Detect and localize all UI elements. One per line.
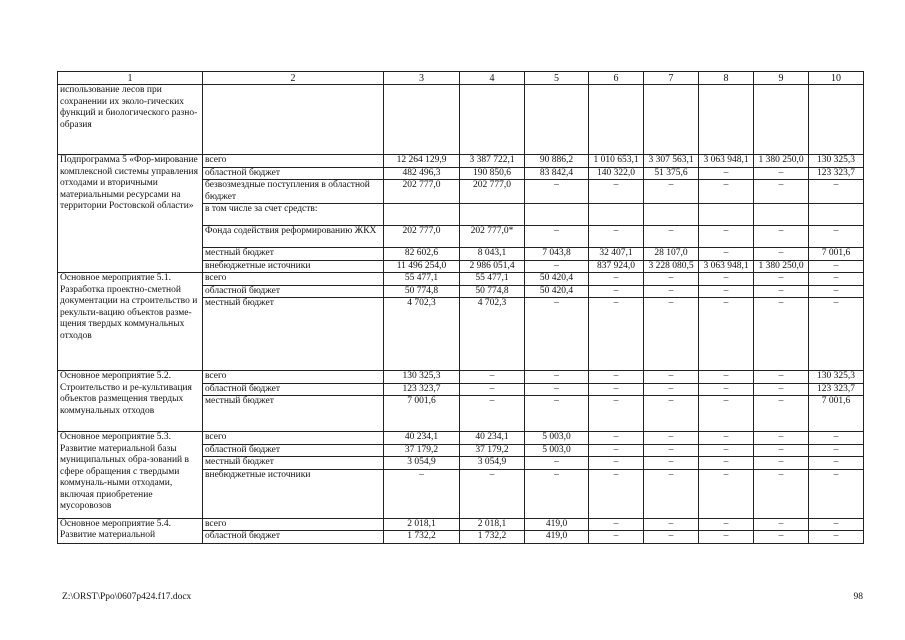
amount-cell: 123 323,7 xyxy=(809,167,864,180)
amount-cell: – xyxy=(699,444,754,457)
amount-cell: – xyxy=(525,226,589,248)
amount-cell: – xyxy=(754,273,809,286)
funding-source-cell: местный бюджет xyxy=(203,248,384,261)
col-header: 7 xyxy=(644,72,699,85)
amount-cell: 37 179,2 xyxy=(384,444,460,457)
program-name-cell: Подпрограмма 5 «Фор-мирование комплексной системы управления отходами и вторичными материальными ресурсами на территории Ростовской области» xyxy=(58,155,203,273)
program-name-cell: Основное мероприятие 5.4. Развитие материальной xyxy=(58,518,203,544)
amount-cell: – xyxy=(754,383,809,396)
funding-source-cell: областной бюджет xyxy=(203,383,384,396)
amount-cell: 7 001,6 xyxy=(809,248,864,261)
col-header: 3 xyxy=(384,72,460,85)
amount-cell: 50 420,4 xyxy=(525,273,589,286)
amount-cell: – xyxy=(754,457,809,470)
amount-cell: – xyxy=(754,226,809,248)
amount-cell: – xyxy=(754,432,809,445)
amount-cell: 12 264 129,9 xyxy=(384,155,460,168)
amount-cell: – xyxy=(525,469,589,518)
funding-source-cell: областной бюджет xyxy=(203,444,384,457)
amount-cell xyxy=(525,204,589,226)
amount-cell: 202 777,0 xyxy=(460,180,525,204)
amount-cell: – xyxy=(809,444,864,457)
amount-cell: 123 323,7 xyxy=(809,383,864,396)
amount-cell: 3 054,9 xyxy=(460,457,525,470)
funding-source-cell: областной бюджет xyxy=(203,531,384,544)
funding-source-cell: всего xyxy=(203,432,384,445)
amount-cell: – xyxy=(460,371,525,384)
amount-cell: 4 702,3 xyxy=(460,298,525,371)
amount-cell: 55 477,1 xyxy=(384,273,460,286)
program-name-cell: Основное мероприятие 5.2. Строительство и ре-культивация объектов размещения твердых коммунальных отходов xyxy=(58,371,203,432)
amount-cell: 5 003,0 xyxy=(525,444,589,457)
col-header: 8 xyxy=(699,72,754,85)
funding-source-cell: всего xyxy=(203,155,384,168)
budget-table xyxy=(57,71,864,544)
amount-cell: 2 018,1 xyxy=(384,518,460,531)
amount-cell: – xyxy=(589,298,644,371)
amount-cell: – xyxy=(699,273,754,286)
table-row xyxy=(58,518,864,531)
amount-cell: – xyxy=(589,371,644,384)
amount-cell: 40 234,1 xyxy=(460,432,525,445)
page-number: 98 xyxy=(853,592,863,602)
amount-cell: – xyxy=(589,396,644,432)
amount-cell: 82 602,6 xyxy=(384,248,460,261)
col-header: 10 xyxy=(809,72,864,85)
amount-cell: – xyxy=(589,432,644,445)
amount-cell: – xyxy=(699,432,754,445)
amount-cell: – xyxy=(699,457,754,470)
amount-cell xyxy=(460,85,525,155)
amount-cell: – xyxy=(589,518,644,531)
amount-cell: 7 043,8 xyxy=(525,248,589,261)
col-header: 4 xyxy=(460,72,525,85)
amount-cell: 50 420,4 xyxy=(525,285,589,298)
amount-cell: – xyxy=(809,298,864,371)
amount-cell: 837 924,0 xyxy=(589,260,644,273)
amount-cell: – xyxy=(525,457,589,470)
amount-cell: 5 003,0 xyxy=(525,432,589,445)
table-row xyxy=(58,155,864,168)
funding-source-cell: местный бюджет xyxy=(203,298,384,371)
col-header: 2 xyxy=(203,72,384,85)
amount-cell xyxy=(644,85,699,155)
funding-source-cell: всего xyxy=(203,518,384,531)
amount-cell: 2 986 051,4 xyxy=(460,260,525,273)
amount-cell: – xyxy=(644,383,699,396)
funding-source-cell: внебюджетные источники xyxy=(203,260,384,273)
amount-cell xyxy=(525,85,589,155)
amount-cell: – xyxy=(699,531,754,544)
amount-cell: – xyxy=(589,285,644,298)
amount-cell: – xyxy=(644,531,699,544)
amount-cell xyxy=(460,204,525,226)
amount-cell: – xyxy=(644,457,699,470)
amount-cell: 3 228 080,5 xyxy=(644,260,699,273)
amount-cell: – xyxy=(644,226,699,248)
amount-cell: – xyxy=(460,383,525,396)
amount-cell: 419,0 xyxy=(525,518,589,531)
amount-cell: – xyxy=(754,518,809,531)
amount-cell: – xyxy=(754,371,809,384)
amount-cell xyxy=(809,204,864,226)
amount-cell: – xyxy=(809,273,864,286)
amount-cell: – xyxy=(754,444,809,457)
amount-cell: – xyxy=(699,518,754,531)
amount-cell: – xyxy=(460,396,525,432)
table-row xyxy=(58,273,864,286)
amount-cell xyxy=(699,85,754,155)
amount-cell: 190 850,6 xyxy=(460,167,525,180)
amount-cell: 123 323,7 xyxy=(384,383,460,396)
amount-cell: 37 179,2 xyxy=(460,444,525,457)
amount-cell: – xyxy=(699,469,754,518)
amount-cell: – xyxy=(525,396,589,432)
amount-cell: 7 001,6 xyxy=(384,396,460,432)
amount-cell: 1 380 250,0 xyxy=(754,260,809,273)
amount-cell: – xyxy=(809,469,864,518)
amount-cell: – xyxy=(699,285,754,298)
amount-cell: – xyxy=(525,371,589,384)
funding-source-cell: Фонда содействия реформированию ЖКХ xyxy=(203,226,384,248)
amount-cell xyxy=(754,85,809,155)
amount-cell xyxy=(384,204,460,226)
amount-cell: 55 477,1 xyxy=(460,273,525,286)
amount-cell xyxy=(754,204,809,226)
amount-cell xyxy=(589,85,644,155)
amount-cell: – xyxy=(809,260,864,273)
col-header: 5 xyxy=(525,72,589,85)
amount-cell: – xyxy=(589,180,644,204)
amount-cell: 130 325,3 xyxy=(384,371,460,384)
amount-cell: – xyxy=(644,432,699,445)
program-name-cell: использование лесов при сохранении их эколо-гических функций и биологического разно-образия xyxy=(58,85,203,155)
amount-cell: 7 001,6 xyxy=(809,396,864,432)
amount-cell: 202 777,0 xyxy=(384,226,460,248)
amount-cell: – xyxy=(809,226,864,248)
amount-cell: 140 322,0 xyxy=(589,167,644,180)
col-header: 1 xyxy=(58,72,203,85)
amount-cell: – xyxy=(809,531,864,544)
funding-source-cell: всего xyxy=(203,371,384,384)
amount-cell: – xyxy=(754,285,809,298)
funding-source-cell xyxy=(203,85,384,155)
amount-cell xyxy=(644,204,699,226)
amount-cell: – xyxy=(809,457,864,470)
col-header: 6 xyxy=(589,72,644,85)
table-row xyxy=(58,371,864,384)
amount-cell: 1 380 250,0 xyxy=(754,155,809,168)
program-name-cell: Основное мероприятие 5.1. Разработка проектно-сметной документации на строительство и рекульти-вацию объектов разме-щения твердых коммунальных отходов xyxy=(58,273,203,371)
amount-cell: – xyxy=(699,226,754,248)
amount-cell: – xyxy=(699,396,754,432)
amount-cell: – xyxy=(589,383,644,396)
amount-cell: – xyxy=(589,226,644,248)
amount-cell xyxy=(809,85,864,155)
amount-cell: – xyxy=(754,180,809,204)
amount-cell: 8 043,1 xyxy=(460,248,525,261)
amount-cell: 202 777,0 xyxy=(384,180,460,204)
amount-cell: 40 234,1 xyxy=(384,432,460,445)
funding-source-cell: внебюджетные источники xyxy=(203,469,384,518)
table-body xyxy=(58,72,864,544)
amount-cell: – xyxy=(699,167,754,180)
amount-cell: – xyxy=(525,180,589,204)
amount-cell: 419,0 xyxy=(525,531,589,544)
amount-cell: 83 842,4 xyxy=(525,167,589,180)
amount-cell: 90 886,2 xyxy=(525,155,589,168)
funding-source-cell: областной бюджет xyxy=(203,285,384,298)
amount-cell: 3 063 948,1 xyxy=(699,260,754,273)
amount-cell: – xyxy=(809,518,864,531)
amount-cell: 3 054,9 xyxy=(384,457,460,470)
amount-cell: – xyxy=(754,298,809,371)
amount-cell: 50 774,8 xyxy=(384,285,460,298)
amount-cell: – xyxy=(754,531,809,544)
amount-cell: – xyxy=(644,298,699,371)
amount-cell: – xyxy=(699,248,754,261)
amount-cell: – xyxy=(589,469,644,518)
amount-cell: 3 307 563,1 xyxy=(644,155,699,168)
amount-cell: – xyxy=(699,180,754,204)
amount-cell: 1 732,2 xyxy=(384,531,460,544)
amount-cell: – xyxy=(644,273,699,286)
amount-cell: – xyxy=(384,469,460,518)
amount-cell: – xyxy=(525,383,589,396)
funding-source-cell: безвозмездные поступления в областной бюджет xyxy=(203,180,384,204)
amount-cell: – xyxy=(809,432,864,445)
amount-cell: – xyxy=(644,180,699,204)
funding-source-cell: всего xyxy=(203,273,384,286)
amount-cell: – xyxy=(699,371,754,384)
amount-cell xyxy=(384,85,460,155)
amount-cell: 32 407,1 xyxy=(589,248,644,261)
amount-cell: – xyxy=(644,469,699,518)
amount-cell: – xyxy=(809,180,864,204)
amount-cell: – xyxy=(525,260,589,273)
funding-source-cell: областной бюджет xyxy=(203,167,384,180)
amount-cell: – xyxy=(644,518,699,531)
amount-cell: 482 496,3 xyxy=(384,167,460,180)
amount-cell: 28 107,0 xyxy=(644,248,699,261)
amount-cell: – xyxy=(699,298,754,371)
amount-cell: – xyxy=(644,396,699,432)
amount-cell: 202 777,0* xyxy=(460,226,525,248)
col-header: 9 xyxy=(754,72,809,85)
amount-cell xyxy=(589,204,644,226)
amount-cell: – xyxy=(754,248,809,261)
amount-cell: – xyxy=(589,531,644,544)
header-row xyxy=(58,72,864,85)
amount-cell xyxy=(699,204,754,226)
amount-cell: 3 387 722,1 xyxy=(460,155,525,168)
amount-cell: 4 702,3 xyxy=(384,298,460,371)
amount-cell: – xyxy=(754,167,809,180)
amount-cell: – xyxy=(754,469,809,518)
amount-cell: 130 325,3 xyxy=(809,371,864,384)
amount-cell: – xyxy=(589,457,644,470)
amount-cell: – xyxy=(644,285,699,298)
table-row xyxy=(58,85,864,155)
amount-cell: – xyxy=(809,285,864,298)
amount-cell: – xyxy=(460,469,525,518)
amount-cell: – xyxy=(644,444,699,457)
amount-cell: – xyxy=(754,396,809,432)
funding-source-cell: местный бюджет xyxy=(203,396,384,432)
amount-cell: – xyxy=(644,371,699,384)
amount-cell: 130 325,3 xyxy=(809,155,864,168)
amount-cell: 3 063 948,1 xyxy=(699,155,754,168)
file-path: Z:\ORST\Ppo\0607p424.f17.docx xyxy=(62,592,192,602)
amount-cell: – xyxy=(589,273,644,286)
amount-cell: – xyxy=(589,444,644,457)
amount-cell: – xyxy=(525,298,589,371)
amount-cell: 11 496 254,0 xyxy=(384,260,460,273)
funding-source-cell: в том числе за счет средств: xyxy=(203,204,384,226)
program-name-cell: Основное мероприятие 5.3. Развитие материальной базы муниципальных обра-зований в сфере обращения с твердыми коммуналь-ными отходами, включая приобретение мусоровозов xyxy=(58,432,203,519)
funding-source-cell: местный бюджет xyxy=(203,457,384,470)
amount-cell: 51 375,6 xyxy=(644,167,699,180)
table-row xyxy=(58,432,864,445)
amount-cell: 1 010 653,1 xyxy=(589,155,644,168)
amount-cell: 50 774,8 xyxy=(460,285,525,298)
amount-cell: 1 732,2 xyxy=(460,531,525,544)
amount-cell: – xyxy=(699,383,754,396)
amount-cell: 2 018,1 xyxy=(460,518,525,531)
